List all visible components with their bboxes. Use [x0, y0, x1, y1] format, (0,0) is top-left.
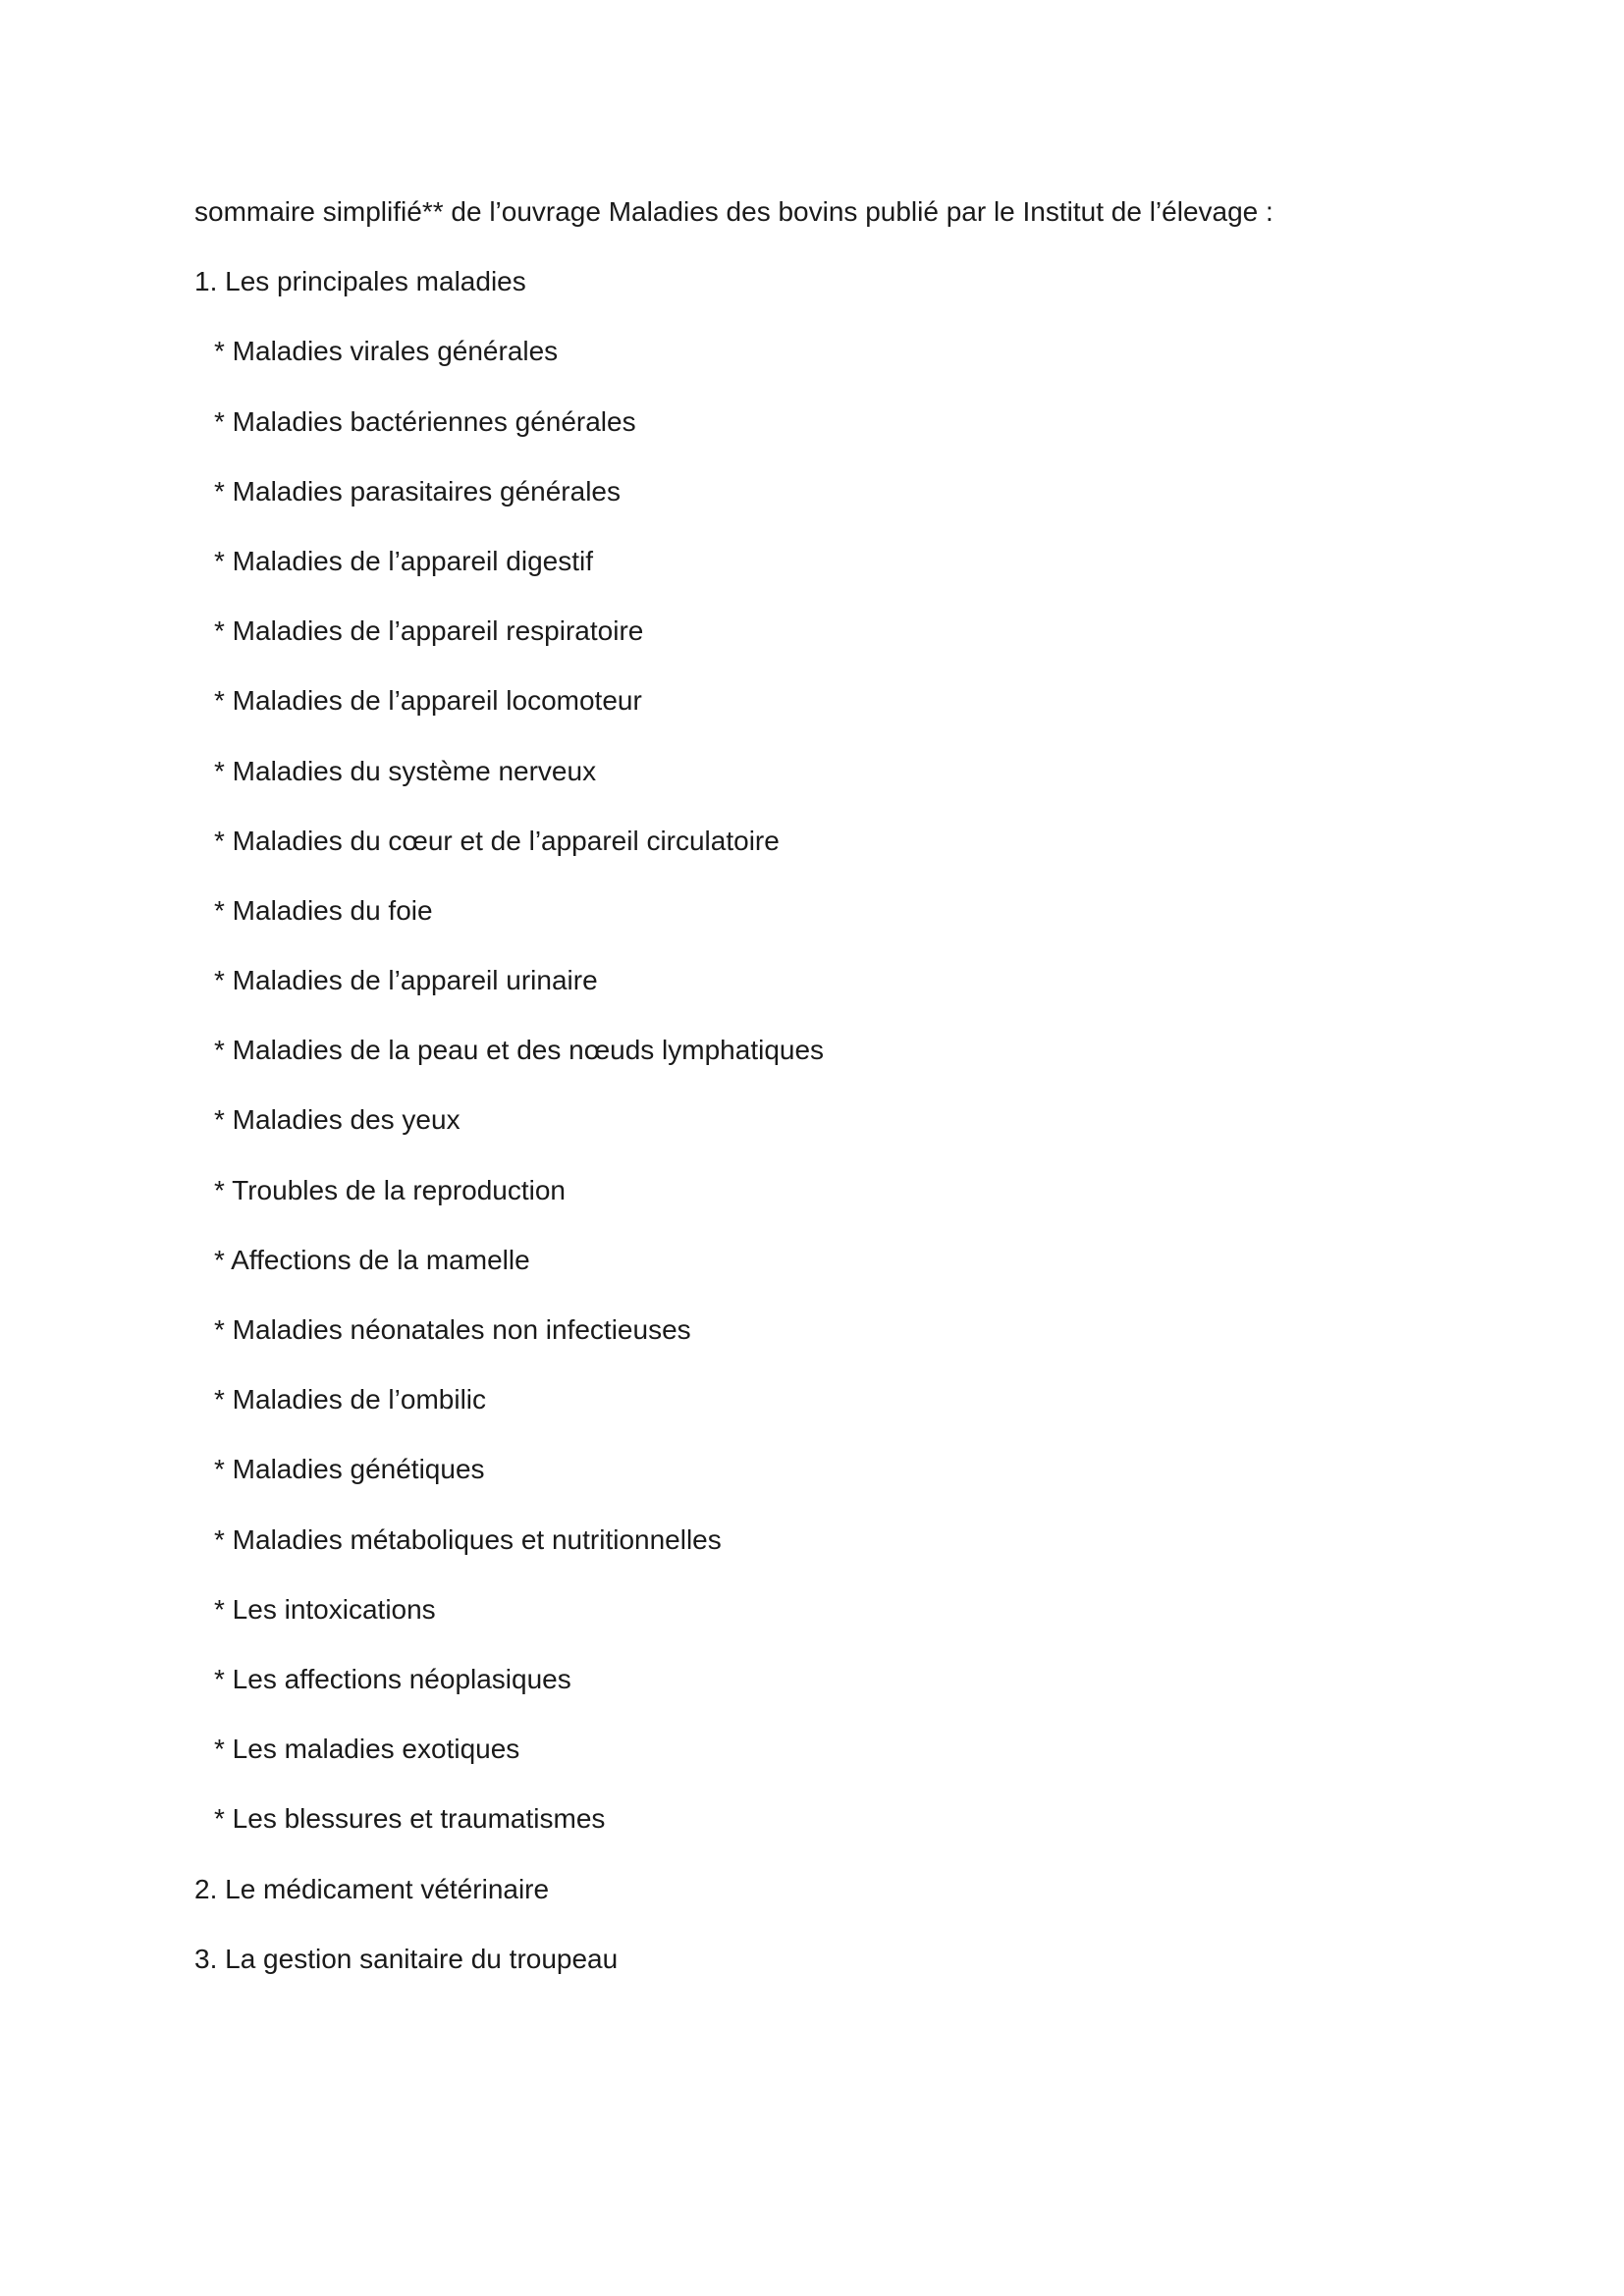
list-item: * Maladies de l’appareil urinaire [214, 965, 598, 996]
section-heading: 3. La gestion sanitaire du troupeau [194, 1943, 619, 1974]
list-item: * Maladies parasitaires générales [214, 475, 621, 507]
document-body [194, 192, 1471, 2009]
list-item: * Les intoxications [214, 1593, 436, 1625]
list-item: * Maladies génétiques [214, 1454, 485, 1485]
list-item: * Maladies de l’ombilic [214, 1384, 487, 1415]
section-heading: 1. Les principales maladies [194, 266, 526, 297]
list-item: * Les maladies exotiques [214, 1734, 520, 1765]
list-item: * Maladies bactériennes générales [214, 405, 636, 437]
list-item: * Maladies de l’appareil locomoteur [214, 685, 642, 717]
list-item: * Maladies néonatales non infectieuses [214, 1314, 691, 1345]
list-item: * Maladies métaboliques et nutritionnelles [214, 1523, 722, 1555]
list-item: * Maladies du cœur et de l’appareil circulatoire [214, 825, 780, 856]
list-item: * Maladies du foie [214, 894, 433, 926]
section-heading: 2. Le médicament vétérinaire [194, 1873, 550, 1904]
list-item: * Maladies virales générales [214, 336, 559, 367]
list-item: * Maladies de l’appareil digestif [214, 545, 593, 576]
list-item: * Affections de la mamelle [214, 1244, 530, 1275]
list-item: * Maladies du système nerveux [214, 755, 597, 786]
list-item: * Les blessures et traumatismes [214, 1803, 606, 1835]
intro-paragraph: sommaire simplifié** de l’ouvrage Maladies des bovins publié par le Institut de l’élevage : [194, 196, 1273, 227]
list-item: * Les affections néoplasiques [214, 1663, 571, 1694]
list-item: * Maladies de l’appareil respiratoire [214, 615, 644, 647]
list-item: * Troubles de la reproduction [214, 1174, 566, 1205]
list-item: * Maladies des yeux [214, 1104, 460, 1136]
list-item: * Maladies de la peau et des nœuds lymphatiques [214, 1035, 825, 1066]
